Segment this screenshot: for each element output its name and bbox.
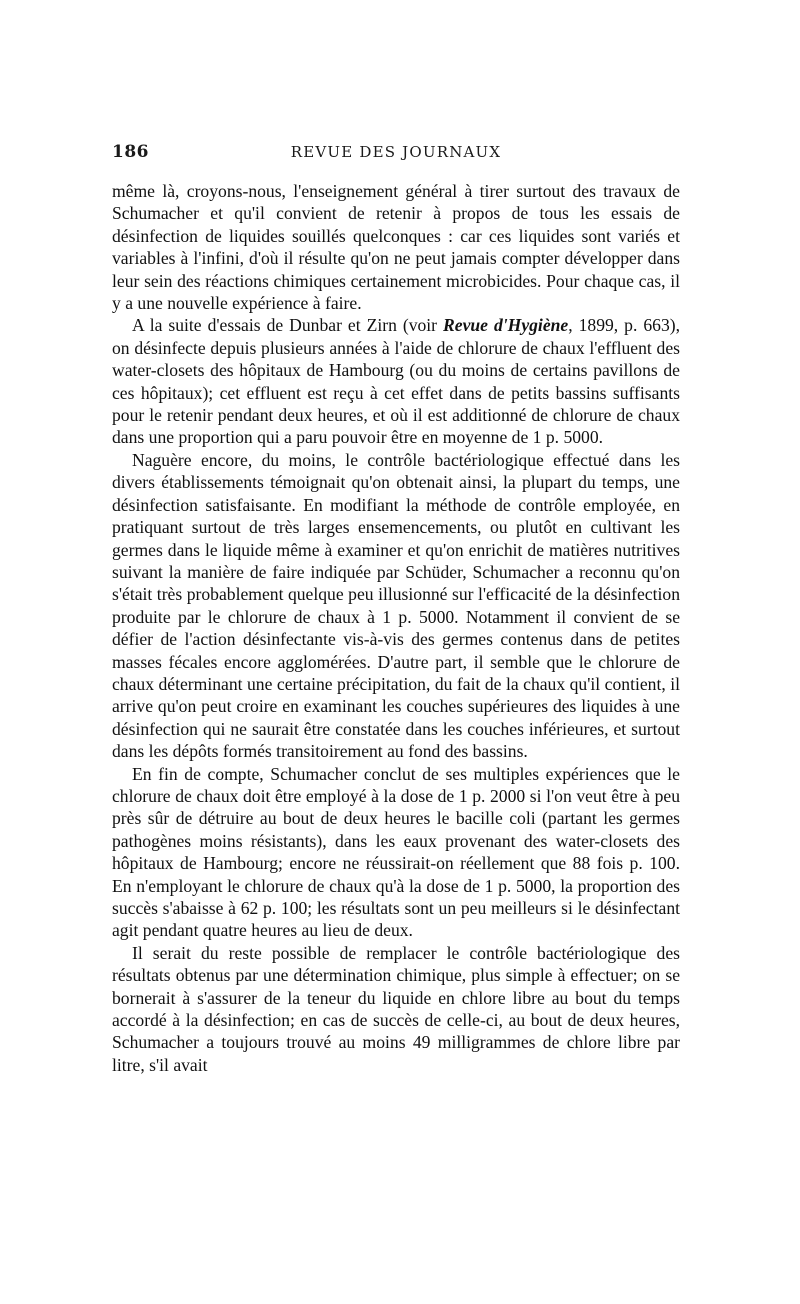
- running-title: REVUE DES JOURNAUX: [290, 143, 502, 161]
- paragraph-3: Naguère encore, du moins, le contrôle bactériologique effectué dans les divers établissements témoignait qu'on obtenait ainsi, la plupart du temps, une désinfection satisfaisante. En modifiant la méthode de contrôle employée, en pratiquant surtout de très larges ensemencements, ou plutôt en cultivant les germes dans le liquide même à examiner et qu'on enrichit de matières nutritives suivant la manière de faire indiquée par Schüder, Schumacher a reconnu qu'on s'était très probablement quelque peu illusionné sur l'efficacité de la désinfection produite par le chlorure de chaux à 1 p. 5000. Notamment il convient de se défier de l'action désinfectante vis-à-vis des germes contenus dans de petites masses fécales encore agglomérées. D'autre part, il semble que le chlorure de chaux déterminant une certaine précipitation, du fait de la chaux qu'il contient, il arrive qu'on peut croire en examinant les couches supérieures des liquides à une désinfection qui ne saurait être constatée dans les couches inférieures, et surtout dans les dépôts formés transitoirement au fond des bassins.: [112, 449, 680, 762]
- journal-title: Revue d'Hygiène: [443, 315, 569, 336]
- paragraph-1: même là, croyons-nous, l'enseignement général à tirer surtout des travaux de Schumacher et qu'il convient de retenir à propos de tous les essais de désinfection de liquides souillés quelconques : car ces liquides sont variés et variables à l'infini, d'où il résulte qu'on ne peut jamais compter développer dans leur sein des réactions chimiques certainement microbicides. Pour chaque cas, il y a une nouvelle expérience à faire.: [112, 181, 680, 314]
- paragraph-2-before: A la suite d'essais de Dunbar et Zirn (voir: [132, 315, 444, 336]
- paragraph-2: [112, 314, 680, 448]
- page-number: 186: [112, 142, 149, 162]
- body-text: [112, 180, 680, 1076]
- paragraph-2-after: , 1899, p. 663), on désinfecte depuis plusieurs années à l'aide de chlorure de chaux l'effluent des water-closets des hôpitaux de Hambourg (ou du moins de certains pavillons de ces hôpitaux); cet effluent est reçu à cet effet dans de petits bassins suffisants pour le retenir pendant deux heures, et où il est additionné de chlorure de chaux dans une proportion qui a paru pouvoir être en moyenne de 1 p. 5000.: [112, 315, 680, 448]
- paragraph-4: En fin de compte, Schumacher conclut de ses multiples expériences que le chlorure de chaux doit être employé à la dose de 1 p. 2000 si l'on veut être à peu près sûr de détruire au bout de deux heures le bacille coli (partant les germes pathogènes moins résistants), dans les eaux provenant des water-closets des hôpitaux de Hambourg; encore ne réussirait-on réellement que 88 fois p. 100. En n'employant le chlorure de chaux qu'à la dose de 1 p. 5000, la proportion des succès s'abaisse à 62 p. 100; les résultats sont un peu meilleurs si le désinfectant agit pendant quatre heures au lieu de deux.: [112, 763, 680, 941]
- page-header: [112, 142, 680, 170]
- paragraph-5: Il serait du reste possible de remplacer le contrôle bactériologique des résultats obtenus par une détermination chimique, plus simple à effectuer; on se bornerait à s'assurer de la teneur du liquide en chlore libre au bout du temps accordé à la désinfection; en cas de succès de celle-ci, au bout de deux heures, Schumacher a toujours trouvé au moins 49 milligrammes de chlore libre par litre, s'il avait: [112, 942, 680, 1075]
